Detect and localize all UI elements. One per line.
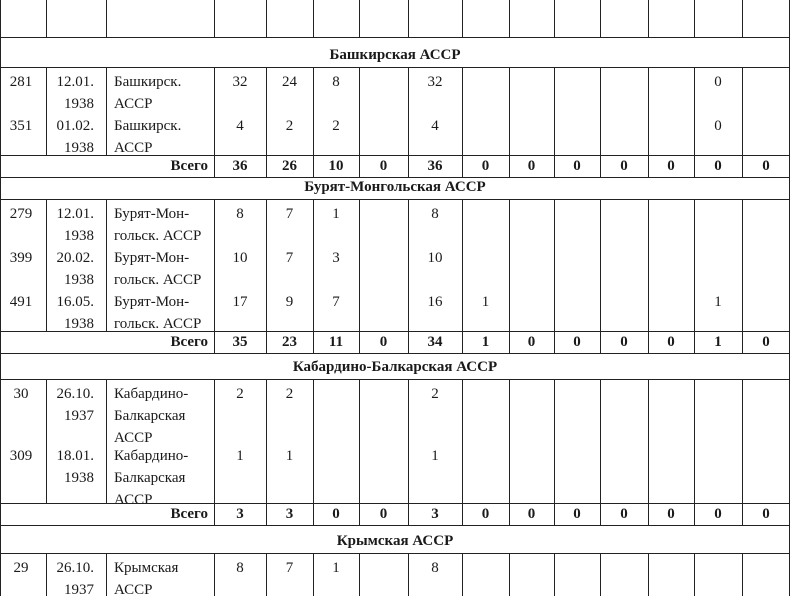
column-rule [313, 0, 314, 37]
total-value: 0 [667, 334, 675, 350]
count-cell: 32 [232, 74, 248, 90]
column-rule [214, 67, 215, 155]
column-rule [214, 553, 215, 596]
count-cell: 10 [427, 250, 443, 266]
total-value: 0 [573, 334, 581, 350]
total-value: 0 [527, 506, 536, 522]
column-rule [359, 379, 360, 503]
column-rule [0, 553, 1, 596]
record-date: 1938 [64, 140, 94, 156]
column-rule [694, 379, 695, 503]
record-number: 309 [9, 448, 33, 464]
column-rule [313, 553, 314, 596]
count-cell: 1 [431, 448, 439, 464]
column-rule [648, 199, 649, 331]
column-rule [408, 199, 409, 331]
region-name: Балкарская [114, 470, 186, 486]
total-value: 0 [714, 158, 722, 174]
record-number: 30 [13, 386, 29, 402]
count-cell: 7 [332, 294, 340, 310]
region-name: Балкарская [114, 408, 186, 424]
column-rule [554, 553, 555, 596]
column-rule [694, 199, 695, 331]
column-rule [509, 379, 510, 503]
record-date: 1938 [64, 96, 94, 112]
total-value: 0 [379, 334, 388, 350]
total-value: 0 [481, 506, 490, 522]
column-rule [648, 67, 649, 155]
column-rule [462, 553, 463, 596]
column-rule [742, 0, 743, 37]
column-rule [106, 199, 107, 331]
total-label: Всего [170, 158, 208, 174]
column-rule [214, 0, 215, 37]
count-cell: 24 [282, 74, 297, 90]
column-rule [106, 67, 107, 155]
count-cell: 0 [714, 118, 722, 134]
column-rule [600, 379, 601, 503]
total-value: 0 [620, 506, 628, 522]
total-value: 0 [379, 158, 388, 174]
region-name: АССР [114, 582, 153, 598]
column-rule [214, 199, 215, 331]
column-rule [266, 553, 267, 596]
count-cell: 10 [232, 250, 248, 266]
total-value: 35 [232, 334, 248, 350]
record-date: 1938 [64, 316, 94, 332]
count-cell: 7 [285, 206, 294, 222]
total-value: 34 [427, 334, 443, 350]
total-value: 10 [328, 158, 344, 174]
total-value: 0 [667, 158, 675, 174]
row-rule [0, 37, 790, 38]
row-rule [0, 353, 790, 354]
column-rule [462, 67, 463, 155]
region-name: АССР [114, 96, 153, 112]
section-title: Кабардино-Балкарская АССР [292, 359, 498, 375]
count-cell: 32 [427, 74, 443, 90]
column-rule [554, 379, 555, 503]
record-date: 1937 [64, 408, 94, 424]
column-rule [46, 379, 47, 503]
total-value: 0 [481, 158, 490, 174]
column-rule [554, 67, 555, 155]
region-name: АССР [114, 492, 153, 508]
column-rule [0, 0, 1, 37]
region-name: Крымская [114, 560, 179, 576]
column-rule [106, 553, 107, 596]
count-cell: 1 [481, 294, 490, 310]
column-rule [0, 67, 1, 155]
column-rule [694, 0, 695, 37]
section-title: Башкирская АССР [329, 47, 461, 63]
column-rule [266, 67, 267, 155]
total-value: 0 [573, 506, 581, 522]
record-date: 16.05. [56, 294, 94, 310]
record-date: 18.01. [56, 448, 94, 464]
total-value: 26 [282, 158, 297, 174]
column-rule [600, 0, 601, 37]
count-cell: 1 [714, 294, 722, 310]
column-rule [554, 0, 555, 37]
region-name: Бурят-Мон- [114, 294, 190, 310]
row-rule [0, 379, 790, 380]
column-rule [408, 67, 409, 155]
count-cell: 4 [431, 118, 439, 134]
column-rule [359, 0, 360, 37]
record-date: 1938 [64, 272, 94, 288]
total-value: 0 [527, 158, 536, 174]
total-value: 1 [714, 334, 722, 350]
column-rule [313, 67, 314, 155]
column-rule [359, 199, 360, 331]
column-rule [0, 155, 1, 177]
total-value: 0 [332, 506, 340, 522]
column-rule [46, 199, 47, 331]
record-number: 29 [13, 560, 29, 576]
count-cell: 7 [285, 560, 294, 576]
column-rule [408, 553, 409, 596]
record-number: 279 [9, 206, 33, 222]
total-value: 36 [427, 158, 443, 174]
count-cell: 8 [431, 206, 439, 222]
total-value: 3 [285, 506, 294, 522]
region-name: гольск. АССР [114, 228, 202, 244]
total-value: 0 [762, 506, 770, 522]
total-value: 0 [762, 334, 770, 350]
row-rule [0, 525, 790, 526]
record-date: 20.02. [56, 250, 94, 266]
count-cell: 2 [285, 386, 294, 402]
total-value: 11 [328, 334, 344, 350]
column-rule [509, 553, 510, 596]
region-name: гольск. АССР [114, 272, 202, 288]
count-cell: 1 [332, 560, 340, 576]
total-value: 0 [620, 334, 628, 350]
count-cell: 8 [332, 74, 340, 90]
column-rule [0, 331, 1, 353]
column-rule [408, 379, 409, 503]
region-name: Кабардино- [114, 386, 189, 402]
column-rule [509, 0, 510, 37]
count-cell: 1 [236, 448, 244, 464]
row-rule [0, 67, 790, 68]
total-label: Всего [170, 506, 208, 522]
count-cell: 16 [427, 294, 443, 310]
count-cell: 4 [236, 118, 244, 134]
count-cell: 1 [285, 448, 294, 464]
count-cell: 8 [236, 206, 244, 222]
column-rule [648, 0, 649, 37]
total-label: Всего [170, 334, 208, 350]
record-date: 12.01. [56, 74, 94, 90]
total-value: 1 [481, 334, 490, 350]
column-rule [0, 503, 1, 525]
column-rule [742, 67, 743, 155]
record-date: 26.10. [56, 560, 94, 576]
total-value: 0 [573, 158, 581, 174]
count-cell: 8 [431, 560, 439, 576]
column-rule [46, 553, 47, 596]
region-name: Башкирск. [114, 118, 182, 134]
count-cell: 2 [332, 118, 340, 134]
column-rule [600, 67, 601, 155]
count-cell: 8 [236, 560, 244, 576]
total-value: 0 [667, 506, 675, 522]
section-title: Бурят-Монгольская АССР [304, 179, 486, 195]
record-date: 1938 [64, 470, 94, 486]
column-rule [509, 199, 510, 331]
column-rule [694, 553, 695, 596]
column-rule [0, 379, 1, 503]
column-rule [214, 379, 215, 503]
region-name: Кабардино- [114, 448, 189, 464]
row-rule [0, 199, 790, 200]
count-cell: 1 [332, 206, 340, 222]
total-value: 0 [762, 158, 770, 174]
count-cell: 2 [285, 118, 294, 134]
record-number: 351 [9, 118, 33, 134]
column-rule [106, 0, 107, 37]
column-rule [462, 199, 463, 331]
column-rule [694, 67, 695, 155]
column-rule [648, 379, 649, 503]
count-cell: 3 [332, 250, 340, 266]
column-rule [46, 67, 47, 155]
column-rule [408, 0, 409, 37]
column-rule [600, 553, 601, 596]
column-rule [509, 67, 510, 155]
column-rule [266, 0, 267, 37]
count-cell: 7 [285, 250, 294, 266]
count-cell: 9 [285, 294, 294, 310]
region-name: Бурят-Мон- [114, 206, 190, 222]
region-name: Башкирск. [114, 74, 182, 90]
region-name: Бурят-Мон- [114, 250, 190, 266]
total-value: 36 [232, 158, 248, 174]
column-rule [313, 199, 314, 331]
section-title: Крымская АССР [336, 533, 454, 549]
total-value: 0 [620, 158, 628, 174]
column-rule [46, 0, 47, 37]
column-rule [742, 553, 743, 596]
column-rule [742, 379, 743, 503]
region-name: АССР [114, 430, 153, 446]
column-rule [313, 379, 314, 503]
record-date: 12.01. [56, 206, 94, 222]
column-rule [266, 379, 267, 503]
record-number: 399 [9, 250, 33, 266]
column-rule [648, 553, 649, 596]
total-value: 0 [714, 506, 722, 522]
column-rule [266, 199, 267, 331]
column-rule [462, 0, 463, 37]
region-name: гольск. АССР [114, 316, 202, 332]
total-value: 0 [379, 506, 388, 522]
column-rule [742, 199, 743, 331]
total-value: 3 [236, 506, 244, 522]
row-rule [0, 553, 790, 554]
total-value: 23 [282, 334, 297, 350]
column-rule [106, 379, 107, 503]
record-number: 281 [9, 74, 33, 90]
record-number: 491 [9, 294, 33, 310]
region-name: АССР [114, 140, 153, 156]
total-value: 0 [527, 334, 536, 350]
column-rule [554, 199, 555, 331]
count-cell: 0 [714, 74, 722, 90]
count-cell: 2 [431, 386, 439, 402]
column-rule [359, 553, 360, 596]
count-cell: 2 [236, 386, 244, 402]
record-date: 01.02. [56, 118, 94, 134]
column-rule [359, 67, 360, 155]
count-cell: 17 [232, 294, 248, 310]
record-date: 1938 [64, 228, 94, 244]
record-date: 26.10. [56, 386, 94, 402]
column-rule [0, 199, 1, 331]
total-value: 3 [431, 506, 439, 522]
column-rule [462, 379, 463, 503]
column-rule [600, 199, 601, 331]
record-date: 1937 [64, 582, 94, 598]
